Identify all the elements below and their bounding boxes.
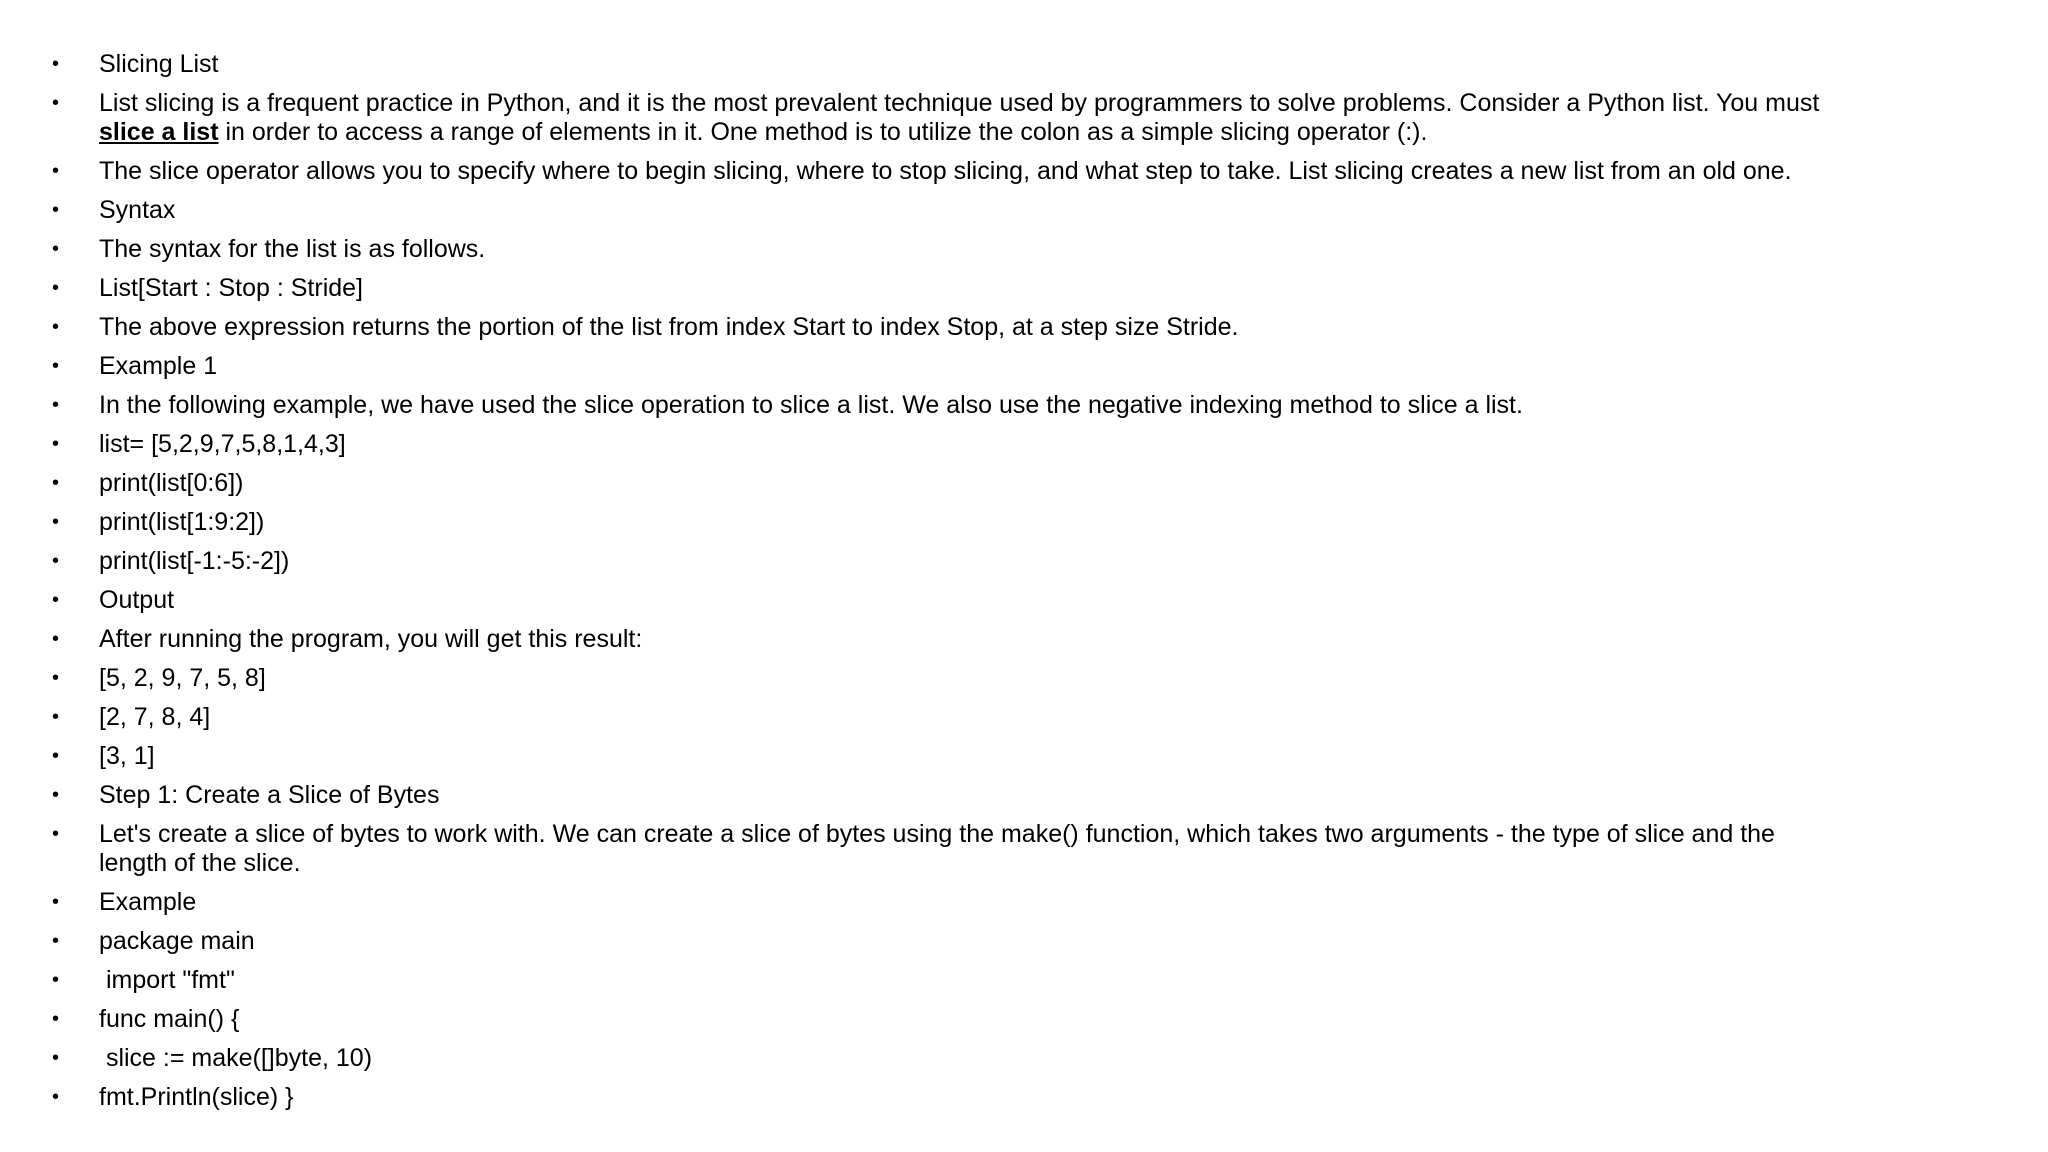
bullet-item <box>52 1044 1832 1073</box>
bullet-text: After running the program, you will get this result: <box>99 625 643 653</box>
bullet-dot: • <box>52 706 60 728</box>
bullet-dot: • <box>52 472 60 494</box>
bullet-text-before: List slicing is a frequent practice in Python, and it is the most prevalent technique used by programmers to solve problems. Consider a Python list. You must <box>99 89 1820 117</box>
bullet-dot: • <box>52 53 60 75</box>
bullet-text: Let's create a slice of bytes to work with. We can create a slice of bytes using the make() function, which takes two arguments - the type of slice and the length of the slice. <box>99 820 1775 877</box>
bullet-dot: • <box>52 277 60 299</box>
bullet-text: import "fmt" <box>99 966 235 994</box>
bullet-dot: • <box>52 1086 60 1108</box>
bullet-item <box>52 469 1832 498</box>
bullet-item <box>52 1005 1832 1034</box>
bullet-item <box>52 703 1832 732</box>
bullet-text: Example <box>99 888 197 916</box>
bullet-item <box>52 927 1832 956</box>
bullet-dot: • <box>52 355 60 377</box>
slice-a-list-link[interactable]: slice a list <box>99 118 219 146</box>
bullet-text: slice := make([]byte, 10) <box>99 1044 373 1072</box>
bullet-item <box>52 196 1832 225</box>
bullet-dot: • <box>52 667 60 689</box>
bullet-item <box>52 50 1832 79</box>
bullet-dot: • <box>52 433 60 455</box>
bullet-dot: • <box>52 511 60 533</box>
bullet-dot: • <box>52 969 60 991</box>
bullet-text: Output <box>99 586 175 614</box>
bullet-text: List[Start : Stop : Stride] <box>99 274 364 302</box>
bullet-text: print(list[-1:-5:-2]) <box>99 547 290 575</box>
bullet-text: In the following example, we have used the slice operation to slice a list. We also use the negative indexing method to slice a list. <box>99 391 1523 419</box>
bullet-item <box>52 391 1832 420</box>
bullet-item <box>52 586 1832 615</box>
bullet-text: [3, 1] <box>99 742 155 770</box>
bullet-list <box>52 50 1832 1122</box>
bullet-text: fmt.Println(slice) } <box>99 1083 294 1111</box>
bullet-text: package main <box>99 927 255 955</box>
bullet-dot: • <box>52 628 60 650</box>
bullet-dot: • <box>52 160 60 182</box>
bullet-text: print(list[0:6]) <box>99 469 244 497</box>
bullet-item <box>52 966 1832 995</box>
bullet-text: Slicing List <box>99 50 219 78</box>
bullet-text: [2, 7, 8, 4] <box>99 703 211 731</box>
bullet-text: func main() { <box>99 1005 240 1033</box>
bullet-text: Example 1 <box>99 352 218 380</box>
bullet-text: print(list[1:9:2]) <box>99 508 265 536</box>
bullet-dot: • <box>52 1047 60 1069</box>
bullet-text: list= [5,2,9,7,5,8,1,4,3] <box>99 430 346 458</box>
bullet-item <box>52 352 1832 381</box>
bullet-item <box>52 547 1832 576</box>
bullet-text-after: in order to access a range of elements in it. One method is to utilize the colon as a simple slicing operator (:). <box>218 118 1428 146</box>
bullet-item <box>52 664 1832 693</box>
bullet-text: The above expression returns the portion of the list from index Start to index Stop, at a step size Stride. <box>99 313 1239 341</box>
bullet-item <box>52 274 1832 303</box>
bullet-text: The syntax for the list is as follows. <box>99 235 486 263</box>
bullet-dot: • <box>52 784 60 806</box>
bullet-text: Step 1: Create a Slice of Bytes <box>99 781 440 809</box>
bullet-item <box>52 89 1832 147</box>
bullet-item <box>52 313 1832 342</box>
bullet-item <box>52 742 1832 771</box>
bullet-item <box>52 625 1832 654</box>
bullet-dot: • <box>52 891 60 913</box>
bullet-dot: • <box>52 199 60 221</box>
bullet-dot: • <box>52 316 60 338</box>
bullet-dot: • <box>52 92 60 114</box>
bullet-item <box>52 235 1832 264</box>
bullet-item <box>52 157 1832 186</box>
bullet-item <box>52 430 1832 459</box>
bullet-dot: • <box>52 589 60 611</box>
bullet-item <box>52 508 1832 537</box>
bullet-item <box>52 781 1832 810</box>
bullet-dot: • <box>52 394 60 416</box>
bullet-dot: • <box>52 823 60 845</box>
bullet-dot: • <box>52 930 60 952</box>
bullet-dot: • <box>52 1008 60 1030</box>
bullet-text: [5, 2, 9, 7, 5, 8] <box>99 664 266 692</box>
bullet-item <box>52 1083 1832 1112</box>
bullet-text: Syntax <box>99 196 176 224</box>
bullet-dot: • <box>52 550 60 572</box>
bullet-dot: • <box>52 238 60 260</box>
bullet-item <box>52 820 1832 878</box>
bullet-item <box>52 888 1832 917</box>
bullet-text: The slice operator allows you to specify where to begin slicing, where to stop slicing, and what step to take. List slicing creates a new list from an old one. <box>99 157 1792 185</box>
bullet-dot: • <box>52 745 60 767</box>
